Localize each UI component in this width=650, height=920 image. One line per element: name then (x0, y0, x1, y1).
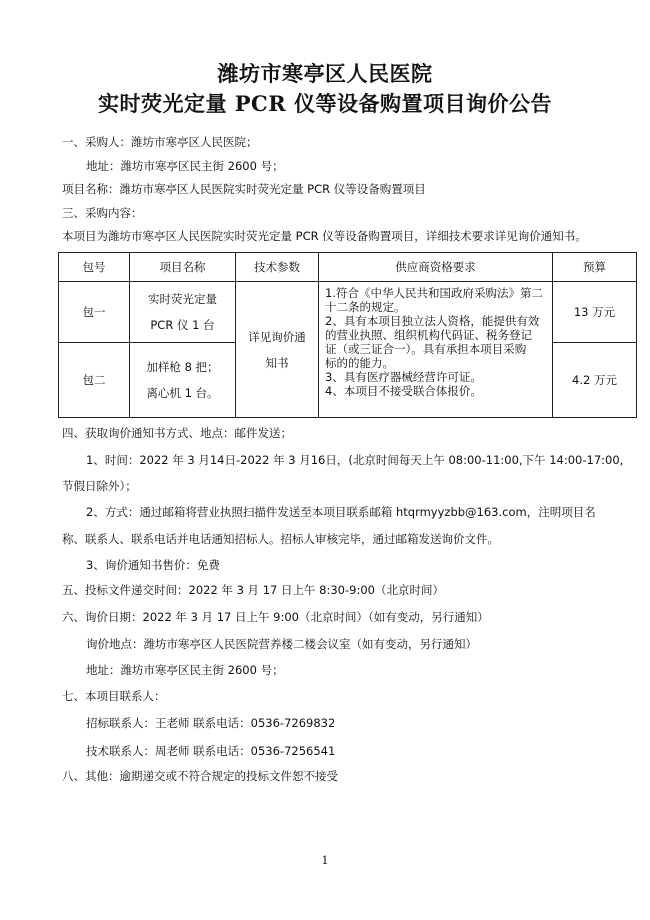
purchaser-address: 地址：潍坊市寒亭区民主街 2600 号； (86, 159, 284, 173)
qualifications-cell (319, 282, 553, 418)
table-header-row (59, 253, 637, 282)
tech-params-line: 详见询价通 (248, 329, 306, 344)
section4-time-line2: 节假日除外）； (62, 479, 137, 493)
header-package: 包号 (59, 253, 130, 282)
technical-contact: 技术联系人：周老师 联系电话：0536-7256541 (86, 744, 336, 758)
qualification-line: 3、具有医疗器械经营许可证。 (325, 370, 482, 384)
section4-heading: 四、获取询价通知书方式、地点：邮件发送； (62, 426, 292, 440)
header-qualifications: 供应商资格要求 (319, 253, 553, 282)
item-name-cell (130, 282, 236, 343)
section7-heading: 七、本项目联系人： (62, 689, 166, 703)
qualification-line: 4、本项目不接受联合体报价。 (325, 384, 482, 398)
item-name-line: PCR 仪 1 台 (150, 318, 215, 332)
section6-address: 地址：潍坊市寒亭区民主街 2600 号； (86, 663, 284, 677)
tech-params-line: 知书 (265, 355, 289, 370)
budget-cell: 4.2 万元 (553, 343, 637, 418)
section4-price: 3、询价通知书售价：免费 (86, 558, 220, 572)
budget-cell: 13 万元 (553, 282, 637, 343)
section6-inquiry-date: 六、询价日期：2022 年 3 月 17 日上午 9:00（北京时间）（如有变动，另行通知） (62, 610, 489, 624)
qualification-line: 标的的能力。 (325, 356, 394, 370)
section5-submission-time: 五、投标文件递交时间：2022 年 3 月 17 日上午 8:30-9:00（北京时间） (62, 583, 444, 597)
qualification-line: 1.符合《中华人民共和国政府采购法》第二 (325, 286, 543, 300)
project-name-line: 项目名称：潍坊市寒亭区人民医院实时荧光定量 PCR 仪等设备购置项目 (62, 182, 426, 196)
section4-method-line1: 2、方式：通过邮箱将营业执照扫描件发送至本项目联系邮箱 htqrmyyzbb@163.com，注明项目名 (86, 505, 596, 519)
qualification-line: 十二条的规定。 (325, 300, 406, 314)
qualification-line: 的营业执照、组织机构代码证、税务登记 (325, 328, 532, 342)
section6-inquiry-place: 询价地点：潍坊市寒亭区人民医院营养楼二楼会议室（如有变动，另行通知） (86, 637, 477, 651)
qualification-line: 证（或三证合一）。具有承担本项目采购 (325, 342, 527, 356)
item-name-line: 加样枪 8 把； (146, 360, 219, 374)
header-budget: 预算 (553, 253, 637, 282)
item-name-line: 离心机 1 台。 (146, 386, 219, 400)
section8-other: 八、其他：逾期递交或不符合规定的投标文件恕不接受 (62, 769, 338, 783)
tender-contact: 招标联系人：王老师 联系电话：0536-7269832 (86, 716, 336, 730)
item-name-cell (130, 343, 236, 418)
procurement-content-intro: 本项目为潍坊市寒亭区人民医院实时荧光定量 PCR 仪等设备购置项目，详细技术要求详见询价通知书。 (62, 229, 587, 243)
notice-title-line1: 潍坊市寒亭区人民医院 (217, 61, 433, 86)
page-number: 1 (321, 854, 329, 867)
qualification-line: 2、具有本项目独立法人资格，能提供有效 (325, 314, 540, 328)
table-row (59, 282, 637, 343)
header-item-name: 项目名称 (130, 253, 236, 282)
purchaser-line: 一、采购人：潍坊市寒亭区人民医院； (62, 135, 258, 149)
header-tech-params: 技术参数 (236, 253, 319, 282)
procurement-content-heading: 三、采购内容： (62, 206, 143, 220)
procurement-table (58, 252, 637, 418)
package-cell: 包一 (59, 282, 130, 343)
package-cell: 包二 (59, 343, 130, 418)
section4-method-line2: 称、联系人、联系电话并电话通知招标人。招标人审核完毕，通过邮箱发送询价文件。 (62, 532, 499, 546)
notice-title-line2: 实时荧光定量 PCR 仪等设备购置项目询价公告 (97, 91, 553, 116)
tech-params-cell (236, 282, 319, 418)
section4-time-line1: 1、时间：2022 年 3 月14日-2022 年 3 月16日，(北京时间每天上午 08:00-11:00,下午 14:00-17:00, (86, 453, 624, 467)
item-name-line: 实时荧光定量 (148, 292, 217, 306)
